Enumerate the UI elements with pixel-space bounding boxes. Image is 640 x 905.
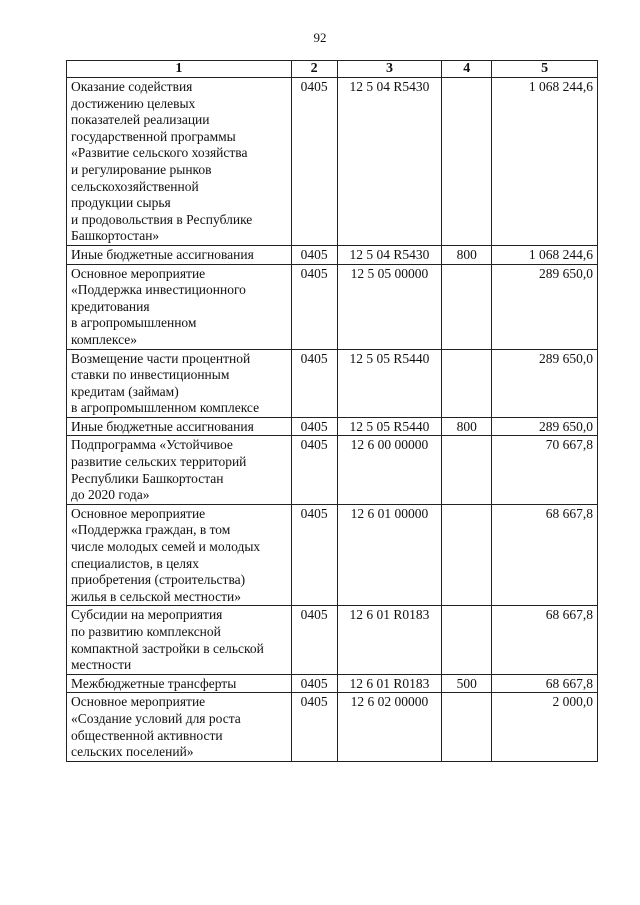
row-target-code: 12 6 02 00000 bbox=[337, 693, 442, 761]
row-name: Межбюджетные трансферты bbox=[67, 674, 292, 693]
table-row bbox=[67, 693, 598, 761]
header-col-4: 4 bbox=[442, 61, 492, 78]
table-row bbox=[67, 245, 598, 264]
row-amount: 68 667,8 bbox=[492, 504, 598, 606]
row-amount: 1 068 244,6 bbox=[492, 78, 598, 246]
row-target-code: 12 5 05 R5440 bbox=[337, 349, 442, 417]
header-col-5: 5 bbox=[492, 61, 598, 78]
row-type-code bbox=[442, 78, 492, 246]
row-amount: 1 068 244,6 bbox=[492, 245, 598, 264]
table-row bbox=[67, 264, 598, 349]
row-section-code: 0405 bbox=[291, 264, 337, 349]
row-amount: 2 000,0 bbox=[492, 693, 598, 761]
row-target-code: 12 5 05 R5440 bbox=[337, 417, 442, 436]
row-name: Иные бюджетные ассигнования bbox=[67, 417, 292, 436]
row-target-code: 12 6 01 R0183 bbox=[337, 606, 442, 674]
row-amount: 68 667,8 bbox=[492, 674, 598, 693]
header-col-3: 3 bbox=[337, 61, 442, 78]
table-row bbox=[67, 78, 598, 246]
row-name: Оказание содействия достижению целевых показателей реализации государственной программы «Развитие сельского хозяйства и регулирование рынков сельскохозяйственной продукции сырья и продовольствия в Республике Башкортостан» bbox=[67, 78, 292, 246]
header-col-1: 1 bbox=[67, 61, 292, 78]
table-row bbox=[67, 349, 598, 417]
row-amount: 289 650,0 bbox=[492, 349, 598, 417]
table-row bbox=[67, 504, 598, 606]
row-name: Основное мероприятие «Поддержка инвестиционного кредитования в агропромышленном комплексе» bbox=[67, 264, 292, 349]
row-amount: 289 650,0 bbox=[492, 417, 598, 436]
row-name: Иные бюджетные ассигнования bbox=[67, 245, 292, 264]
row-type-code bbox=[442, 264, 492, 349]
table-header-row bbox=[67, 61, 598, 78]
row-section-code: 0405 bbox=[291, 504, 337, 606]
row-type-code bbox=[442, 349, 492, 417]
row-section-code: 0405 bbox=[291, 674, 337, 693]
row-type-code: 800 bbox=[442, 417, 492, 436]
header-col-2: 2 bbox=[291, 61, 337, 78]
table-row bbox=[67, 674, 598, 693]
row-name: Возмещение части процентной ставки по инвестиционным кредитам (займам) в агропромышленном комплексе bbox=[67, 349, 292, 417]
row-name: Основное мероприятие «Создание условий для роста общественной активности сельских поселений» bbox=[67, 693, 292, 761]
row-type-code: 800 bbox=[442, 245, 492, 264]
table-row bbox=[67, 606, 598, 674]
row-type-code bbox=[442, 436, 492, 504]
row-target-code: 12 6 00 00000 bbox=[337, 436, 442, 504]
row-section-code: 0405 bbox=[291, 606, 337, 674]
row-type-code: 500 bbox=[442, 674, 492, 693]
row-target-code: 12 5 04 R5430 bbox=[337, 245, 442, 264]
row-name: Основное мероприятие «Поддержка граждан, в том числе молодых семей и молодых специалистов, в целях приобретения (строительства) жилья в сельской местности» bbox=[67, 504, 292, 606]
row-amount: 289 650,0 bbox=[492, 264, 598, 349]
row-target-code: 12 5 05 00000 bbox=[337, 264, 442, 349]
row-name: Подпрограмма «Устойчивое развитие сельских территорий Республики Башкортостан до 2020 года» bbox=[67, 436, 292, 504]
row-section-code: 0405 bbox=[291, 417, 337, 436]
row-target-code: 12 6 01 00000 bbox=[337, 504, 442, 606]
row-type-code bbox=[442, 504, 492, 606]
row-section-code: 0405 bbox=[291, 693, 337, 761]
row-section-code: 0405 bbox=[291, 349, 337, 417]
row-type-code bbox=[442, 693, 492, 761]
table-row bbox=[67, 436, 598, 504]
row-section-code: 0405 bbox=[291, 245, 337, 264]
table-row bbox=[67, 417, 598, 436]
row-amount: 70 667,8 bbox=[492, 436, 598, 504]
row-name: Субсидии на мероприятия по развитию комплексной компактной застройки в сельской местности bbox=[67, 606, 292, 674]
row-type-code bbox=[442, 606, 492, 674]
row-amount: 68 667,8 bbox=[492, 606, 598, 674]
budget-table bbox=[66, 60, 598, 762]
row-section-code: 0405 bbox=[291, 436, 337, 504]
row-target-code: 12 5 04 R5430 bbox=[337, 78, 442, 246]
row-target-code: 12 6 01 R0183 bbox=[337, 674, 442, 693]
row-section-code: 0405 bbox=[291, 78, 337, 246]
page-number: 92 bbox=[313, 30, 327, 45]
